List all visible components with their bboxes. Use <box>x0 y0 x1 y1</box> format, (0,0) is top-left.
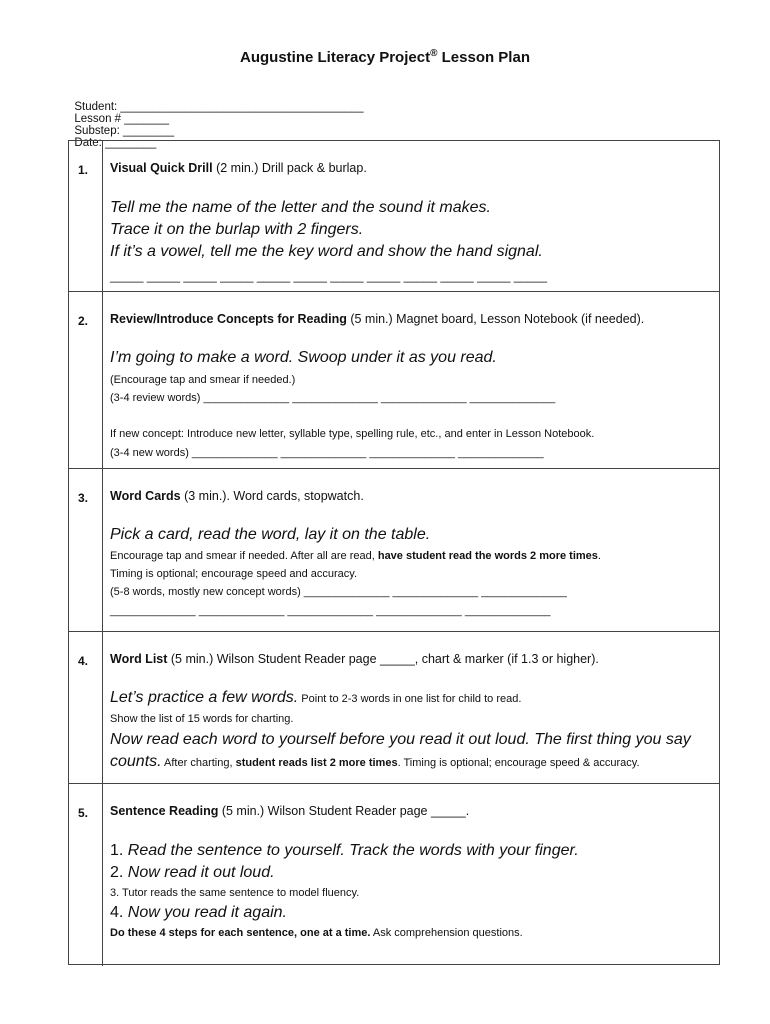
title-text: Augustine Literacy Project <box>240 49 431 66</box>
step-number: 2. <box>110 864 128 881</box>
document-title <box>0 48 770 66</box>
note-text: . <box>597 550 601 562</box>
step-text: Read the sentence to yourself. Track the words with your finger. <box>127 842 579 859</box>
section-heading <box>110 161 367 175</box>
step-line: 3. Tutor reads the same sentence to model fluency. <box>110 887 360 899</box>
review-words-line[interactable]: (3-4 review words) ______________ ______________ ______________ ______________ <box>110 392 556 404</box>
note-emphasis: student reads list 2 more times <box>235 757 398 769</box>
section-5-row <box>69 784 719 966</box>
section-number: 5. <box>78 806 89 820</box>
section-3-row <box>69 469 719 632</box>
note-emphasis: Do these 4 steps for each sentence, one at a time. <box>110 927 371 939</box>
section-heading <box>110 652 599 666</box>
section-heading-rest: (3 min.). Word cards, stopwatch. <box>180 489 364 503</box>
new-words-line[interactable]: (3-4 new words) ______________ ______________ ______________ ______________ <box>110 447 544 459</box>
note-line <box>110 550 601 562</box>
section-heading-bold: Word List <box>110 652 168 666</box>
step-number: 4. <box>110 904 128 921</box>
note-line <box>110 927 523 939</box>
registered-mark: ® <box>430 48 438 59</box>
note-text: After charting, <box>161 757 236 769</box>
section-heading-rest: (5 min.) Wilson Student Reader page _____. <box>218 804 470 818</box>
note-line: If new concept: Introduce new letter, syllable type, spelling rule, etc., and enter in Lesson Notebook. <box>110 428 595 440</box>
lesson-number-field[interactable]: Lesson # _______ <box>74 113 170 125</box>
step-number: 1. <box>110 842 128 859</box>
words-line[interactable]: (5-8 words, mostly new concept words) ______________ ______________ ______________ <box>110 586 567 598</box>
section-heading-rest: (5 min.) Wilson Student Reader page _____, chart & marker (if 1.3 or higher). <box>167 652 599 666</box>
instruction-line <box>110 689 521 707</box>
section-number-cell <box>69 784 103 966</box>
section-heading-bold: Visual Quick Drill <box>110 161 213 175</box>
section-heading <box>110 489 364 503</box>
lesson-plan-table <box>68 140 720 965</box>
instruction-line <box>110 753 640 771</box>
instruction-line: Trace it on the burlap with 2 fingers. <box>110 221 364 238</box>
instruction-text: counts. <box>110 753 162 770</box>
section-number: 1. <box>78 163 89 177</box>
section-heading-bold: Review/Introduce Concepts for Reading <box>110 312 347 326</box>
instruction-line: Tell me the name of the letter and the sound it makes. <box>110 199 491 216</box>
instruction-text: Let’s practice a few words. <box>110 689 299 706</box>
instruction-line: I’m going to make a word. Swoop under it as you read. <box>110 349 497 366</box>
section-heading <box>110 804 469 818</box>
note-text: . Timing is optional; encourage speed & accuracy. <box>397 757 640 769</box>
section-number-cell <box>69 632 103 783</box>
step-line <box>110 842 579 860</box>
instruction-line: Now read each word to yourself before you read it out loud. The first thing you say <box>110 731 691 748</box>
step-text: Now read it out loud. <box>127 864 275 881</box>
section-heading-rest: (2 min.) Drill pack & burlap. <box>212 161 367 175</box>
section-2-row <box>69 292 719 469</box>
section-number: 2. <box>78 314 89 328</box>
note-line: (Encourage tap and smear if needed.) <box>110 374 296 386</box>
section-number: 4. <box>78 654 89 668</box>
section-heading-rest: (5 min.) Magnet board, Lesson Notebook (if needed). <box>346 312 645 326</box>
instruction-line: Pick a card, read the word, lay it on the table. <box>110 526 431 543</box>
date-field[interactable]: Date: ________ <box>74 137 157 149</box>
section-number-cell <box>69 469 103 631</box>
title-suffix: Lesson Plan <box>441 49 530 66</box>
note-text: Encourage tap and smear if needed. After all are read, <box>110 550 378 562</box>
section-heading <box>110 312 644 326</box>
section-heading-bold: Word Cards <box>110 489 181 503</box>
section-4-row <box>69 632 719 784</box>
section-heading-bold: Sentence Reading <box>110 804 219 818</box>
note-emphasis: have student read the words 2 more times <box>377 550 598 562</box>
words-line[interactable]: ______________ ______________ ______________ ______________ ______________ <box>110 605 551 617</box>
section-number: 3. <box>78 491 89 505</box>
section-number-cell <box>69 292 103 468</box>
note-line: Show the list of 15 words for charting. <box>110 713 294 725</box>
note-line: Timing is optional; encourage speed and accuracy. <box>110 568 358 580</box>
step-line <box>110 864 275 882</box>
blank-line[interactable]: _____ _____ _____ _____ _____ _____ _____ _____ _____ _____ _____ _____ <box>110 269 548 283</box>
note-text: Ask comprehension questions. <box>370 927 523 939</box>
student-field[interactable]: Student: ______________________________________ <box>74 101 364 113</box>
substep-field[interactable]: Substep: ________ <box>74 125 175 137</box>
step-line <box>110 904 287 922</box>
step-text: Now you read it again. <box>127 904 287 921</box>
instruction-line: If it’s a vowel, tell me the key word and show the hand signal. <box>110 243 543 260</box>
note-text: Point to 2-3 words in one list for child to read. <box>298 693 522 705</box>
section-1-row <box>69 141 719 292</box>
section-number-cell <box>69 141 103 291</box>
